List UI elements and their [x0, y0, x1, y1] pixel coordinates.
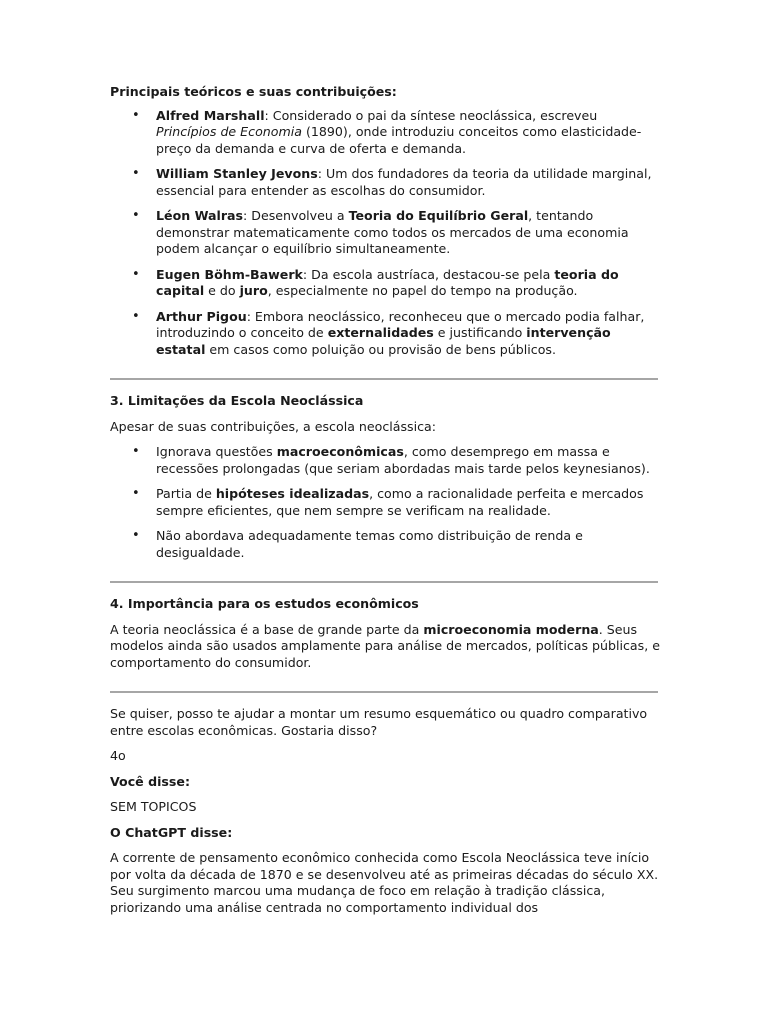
item-bold: externalidades: [327, 325, 434, 340]
section-divider: [110, 691, 658, 693]
offer-paragraph: Se quiser, posso te ajudar a montar um resumo esquemático ou quadro comparativo entre escolas econômicas. Gostaria disso?: [110, 706, 648, 738]
item-text: : Da escola austríaca, destacou-se pela: [302, 266, 555, 282]
item-bold: juro: [239, 283, 268, 298]
item-text: Ignorava questões: [156, 444, 277, 459]
model-label: 4o: [110, 748, 126, 763]
book-title: Princípios de Economia: [156, 124, 302, 139]
theorist-name: William Stanley Jevons: [156, 166, 318, 181]
item-text: , como desemprego em massa e recessões prolongadas (que seriam abordadas mais tarde pelos keynesianos).: [156, 444, 650, 476]
item-text: A teoria neoclássica é a base de grande parte da: [110, 621, 424, 637]
theorist-name: Arthur Pigou: [156, 308, 247, 324]
limitations-list: [110, 444, 660, 561]
item-text: (1890), onde introduziu conceitos como elasticidade-preço da demanda e curva de oferta e demanda.: [156, 124, 642, 156]
list-item: [110, 208, 660, 258]
importance-paragraph: [110, 622, 660, 672]
assistant-label: O ChatGPT disse:: [110, 824, 233, 840]
importance-heading: 4. Importância para os estudos econômicos: [110, 596, 419, 611]
item-text: , tentando demonstrar matematicamente como todos os mercados de uma economia podem alcançar o equilíbrio simultaneamente.: [156, 208, 629, 256]
item-text: Não abordava adequadamente temas como distribuição de renda e desigualdade.: [156, 528, 583, 560]
item-text: : Embora neoclássico, reconheceu que o mercado podia falhar, introduzindo o conceito de: [156, 308, 645, 340]
item-bold: teoria do capital: [156, 266, 619, 298]
section-divider: [110, 378, 658, 380]
theorist-name: Eugen Böhm-Bawerk: [156, 266, 303, 282]
theorist-name: Alfred Marshall: [156, 107, 265, 123]
user-label: Você disse:: [110, 773, 191, 789]
item-text: : Considerado o pai da síntese neoclássica, escreveu: [264, 107, 598, 123]
limitations-intro: Apesar de suas contribuições, a escola neoclássica:: [110, 418, 436, 434]
list-item: [110, 166, 660, 199]
item-text: , como a racionalidade perfeita e mercados sempre eficientes, que nem sempre se verificam na realidade.: [156, 486, 644, 518]
list-item: [110, 309, 660, 359]
list-item: [110, 528, 660, 561]
item-text: e justificando: [433, 325, 527, 340]
item-bold: macroeconômicas: [276, 444, 404, 459]
document-content: [110, 84, 660, 916]
assistant-text: A corrente de pensamento econômico conhecida como Escola Neoclássica teve início por volta da década de 1870 e se desenvolveu até as primeiras décadas do século XX. Seu surgimento marcou uma mudança de foco em relação à tradição clássica, priorizando uma análise centrada no comportamento individual dos: [110, 850, 659, 915]
item-text: Partia de: [156, 486, 216, 501]
item-text: . Seus modelos ainda são usados amplamente para análise de mercados, políticas públicas, e comportamento do consumidor.: [110, 621, 660, 670]
list-item: [110, 108, 660, 158]
theorist-name: Léon Walras: [156, 208, 244, 223]
limitations-heading: 3. Limitações da Escola Neoclássica: [110, 393, 364, 408]
theorists-heading: Principais teóricos e suas contribuições:: [110, 84, 397, 99]
list-item: [110, 267, 660, 300]
item-bold: Teoria do Equilíbrio Geral: [348, 208, 529, 223]
item-bold: hipóteses idealizadas: [215, 486, 370, 501]
section-divider: [110, 581, 658, 583]
list-item: [110, 444, 660, 477]
item-bold: microeconomia moderna: [423, 621, 599, 637]
item-text: em casos como poluição ou provisão de bens públicos.: [205, 341, 556, 357]
item-text: : Desenvolveu a: [243, 208, 349, 223]
list-item: [110, 486, 660, 519]
item-text: , especialmente no papel do tempo na produção.: [267, 283, 578, 298]
theorists-list: [110, 108, 660, 359]
item-text: e do: [204, 283, 240, 298]
item-text: : Um dos fundadores da teoria da utilidade marginal, essencial para entender as escolhas do consumidor.: [156, 166, 652, 198]
item-bold: intervenção estatal: [156, 325, 611, 357]
user-message: SEM TOPICOS: [110, 799, 197, 814]
